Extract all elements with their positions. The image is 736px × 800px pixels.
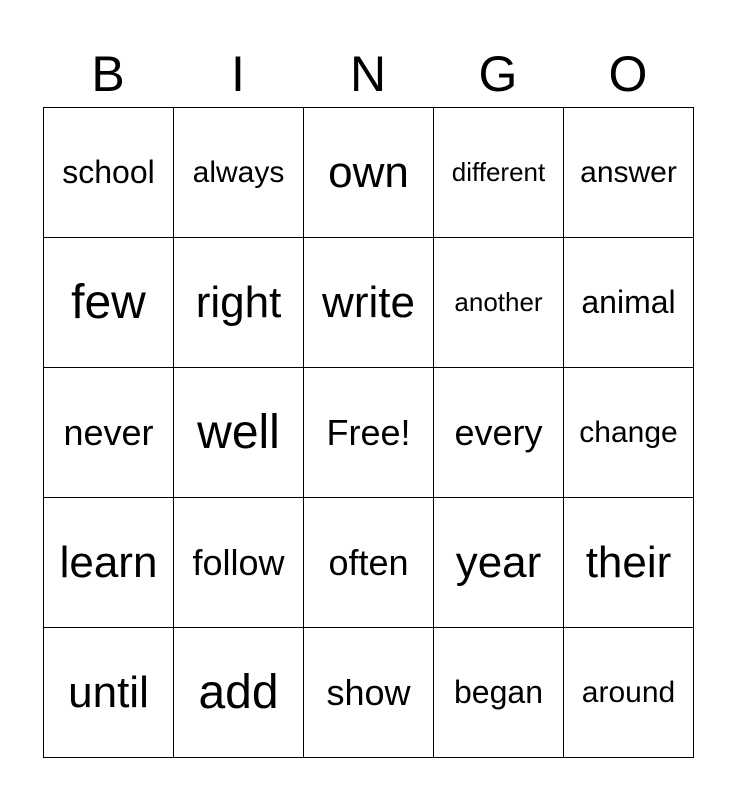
header-letter-i: I bbox=[231, 46, 245, 102]
bingo-cell[interactable]: year bbox=[434, 498, 564, 628]
free-space-cell[interactable]: Free! bbox=[304, 368, 434, 498]
bingo-cell[interactable]: always bbox=[174, 108, 304, 238]
bingo-cell[interactable]: add bbox=[174, 628, 304, 758]
header-letter-n: N bbox=[349, 46, 387, 102]
bingo-cell[interactable]: never bbox=[44, 368, 174, 498]
bingo-board bbox=[43, 107, 694, 758]
header-letter-g: G bbox=[478, 46, 518, 102]
bingo-cell[interactable]: often bbox=[304, 498, 434, 628]
bingo-cell[interactable]: right bbox=[174, 238, 304, 368]
bingo-cell[interactable]: animal bbox=[564, 238, 694, 368]
bingo-header bbox=[43, 44, 693, 104]
bingo-cell[interactable]: own bbox=[304, 108, 434, 238]
bingo-cell[interactable]: their bbox=[564, 498, 694, 628]
bingo-cell[interactable]: began bbox=[434, 628, 564, 758]
bingo-cell[interactable]: few bbox=[44, 238, 174, 368]
bingo-cell[interactable]: show bbox=[304, 628, 434, 758]
bingo-cell[interactable]: school bbox=[44, 108, 174, 238]
bingo-cell[interactable]: every bbox=[434, 368, 564, 498]
bingo-cell[interactable]: change bbox=[564, 368, 694, 498]
bingo-cell[interactable]: follow bbox=[174, 498, 304, 628]
bingo-cell[interactable]: learn bbox=[44, 498, 174, 628]
bingo-cell[interactable]: around bbox=[564, 628, 694, 758]
bingo-cell[interactable]: another bbox=[434, 238, 564, 368]
bingo-cell[interactable]: until bbox=[44, 628, 174, 758]
bingo-cell[interactable]: well bbox=[174, 368, 304, 498]
bingo-cell[interactable]: different bbox=[434, 108, 564, 238]
header-letter-b: B bbox=[91, 46, 125, 102]
bingo-cell[interactable]: write bbox=[304, 238, 434, 368]
bingo-cell[interactable]: answer bbox=[564, 108, 694, 238]
header-letter-o: O bbox=[608, 46, 648, 102]
